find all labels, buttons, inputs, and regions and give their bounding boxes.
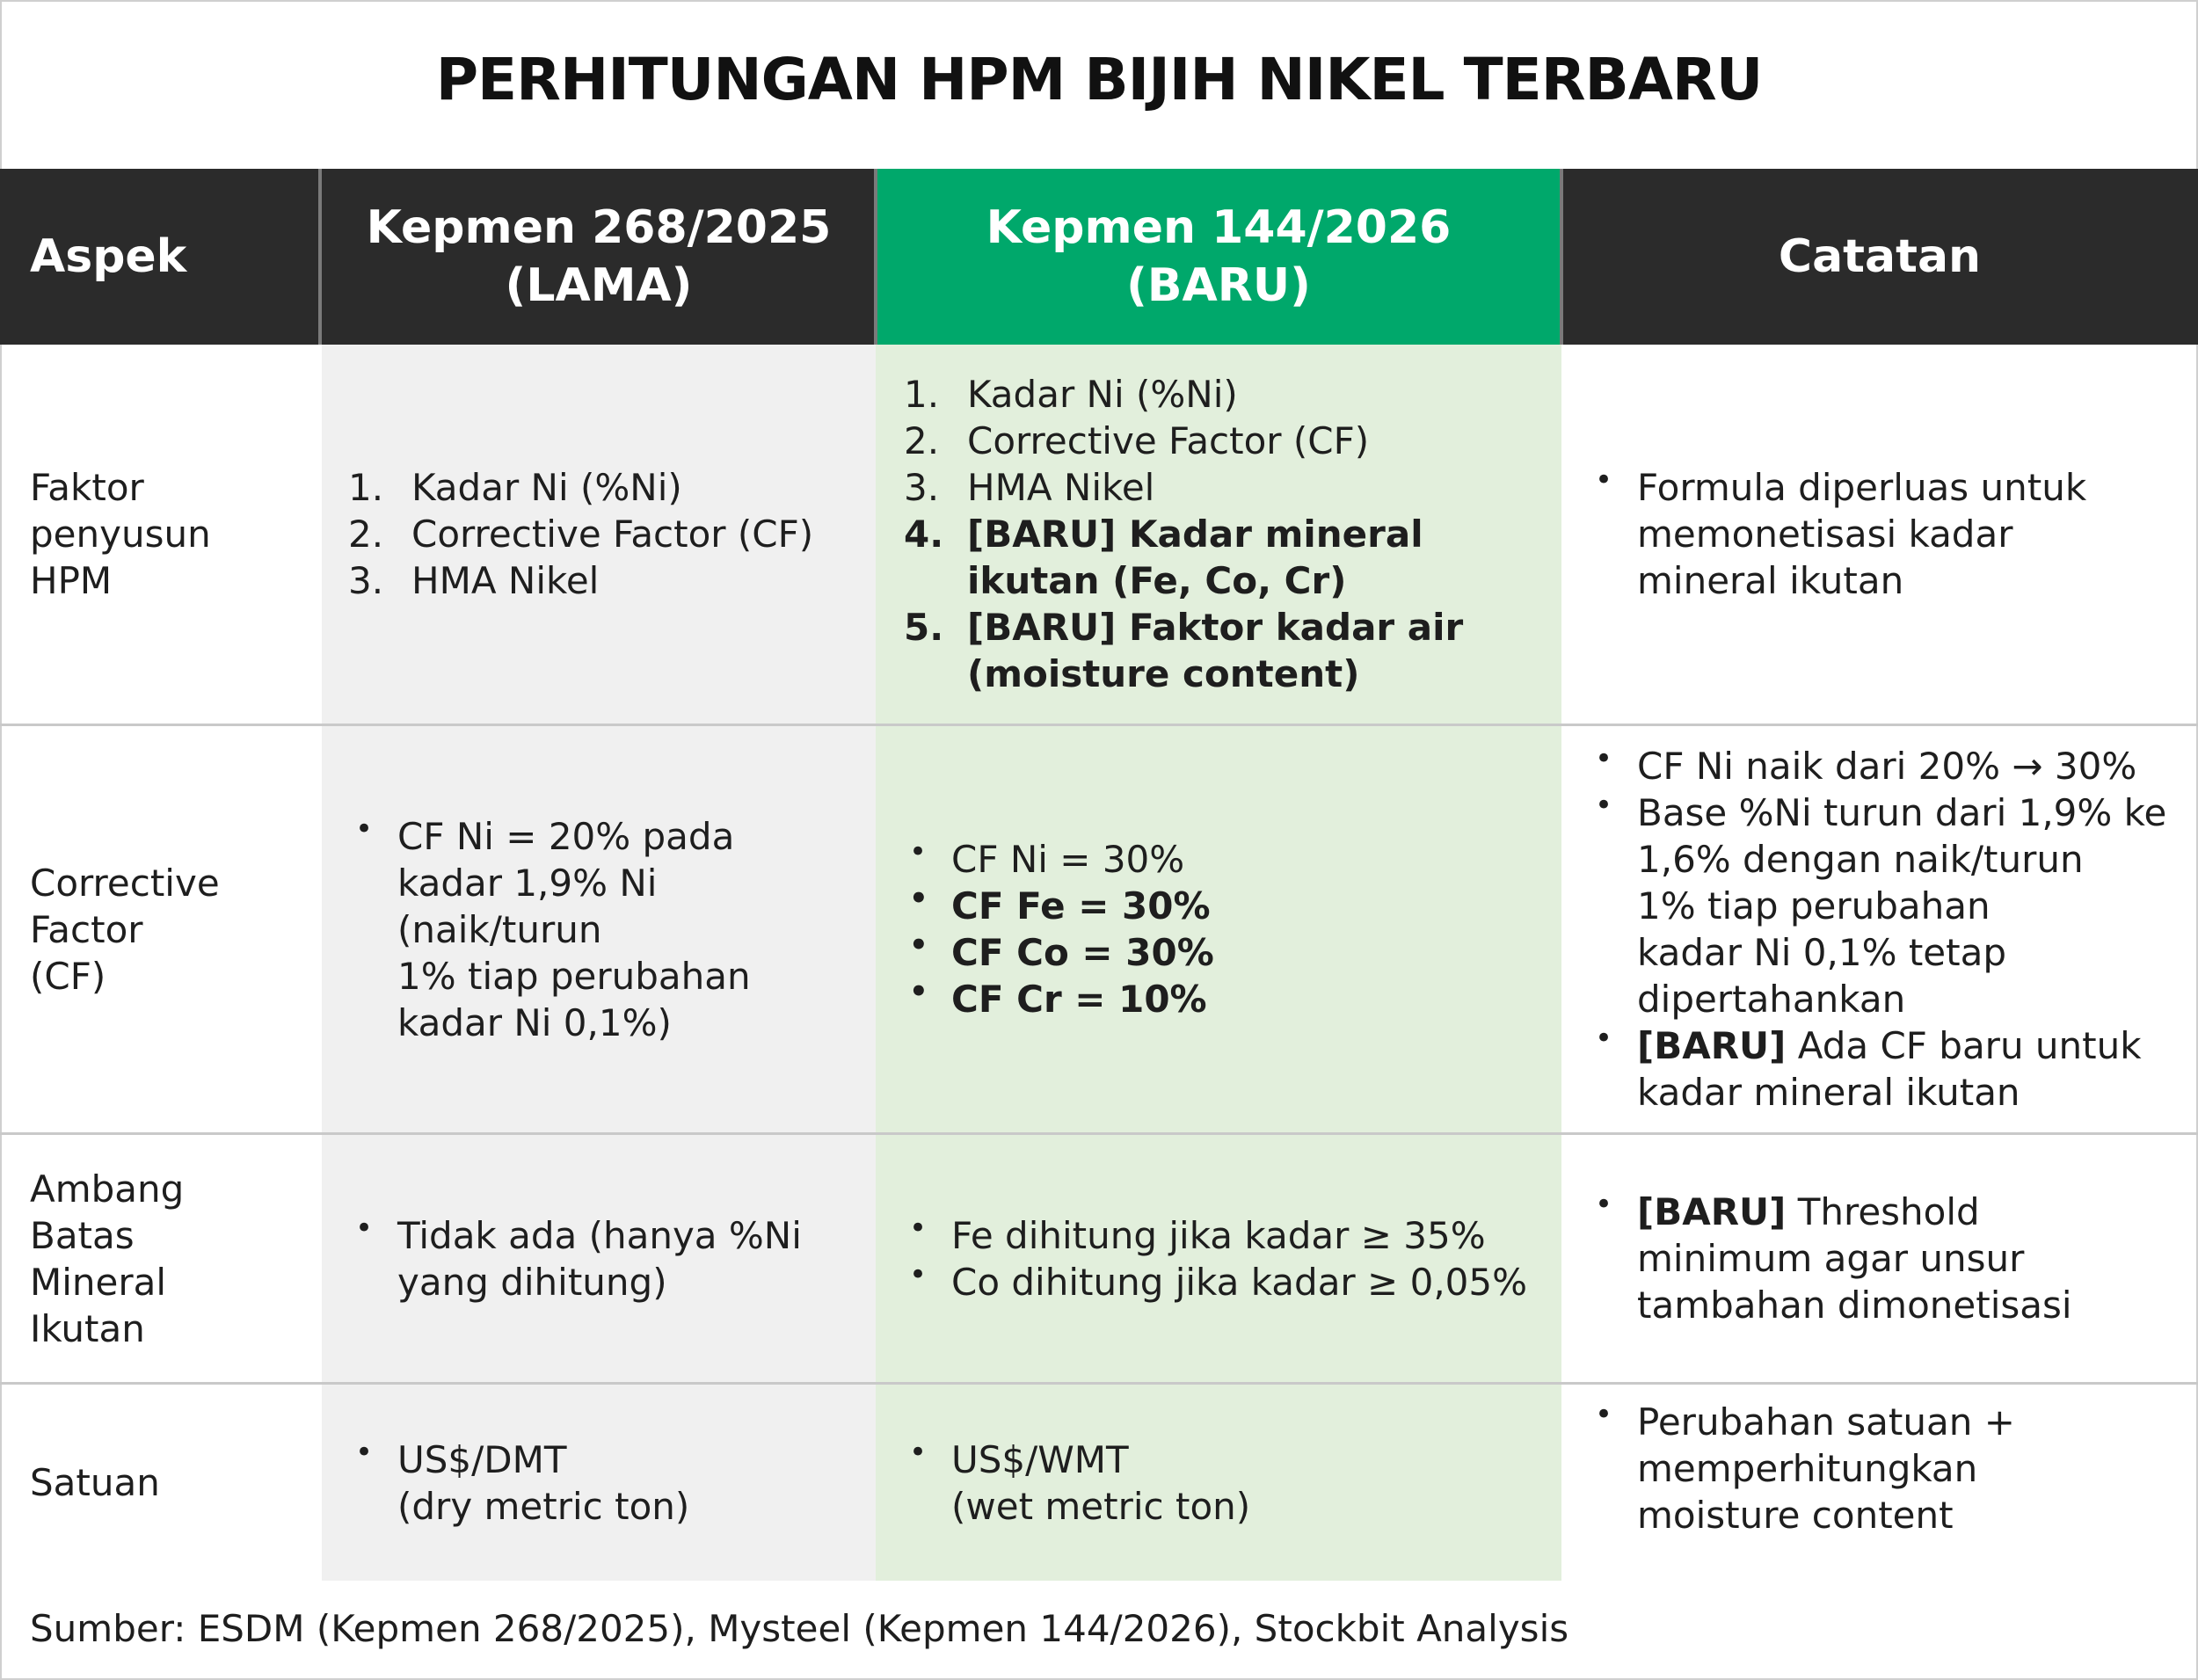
- row-faktor-catatan: [1561, 345, 2198, 724]
- row-cf-catatan: [1561, 726, 2198, 1132]
- list-item: • Co dihitung jika kadar ≥ 0,05%: [909, 1256, 1528, 1304]
- row-satuan-baru: [876, 1385, 1561, 1581]
- list-item: • Fe dihitung jika kadar ≥ 35%: [909, 1210, 1486, 1257]
- list-item: 2. Corrective Factor (CF): [904, 419, 1370, 462]
- list-item-new: • CF Cr = 10%: [909, 974, 1207, 1021]
- aspect-label: Satuan: [30, 1461, 160, 1504]
- ordered-list: [904, 371, 1526, 697]
- row-cf-aspek: [0, 726, 322, 1132]
- aspect-label: Ambang Batas Mineral Ikutan: [30, 1167, 185, 1350]
- row-cf-lama: [322, 726, 876, 1132]
- list-item: • Formula diperluas untuk memonetisasi kadar mineral ikutan: [1595, 462, 2087, 602]
- row-faktor-aspek: [0, 345, 322, 724]
- list-item: • CF Ni = 30%: [909, 834, 1185, 881]
- bullet-list: [348, 813, 876, 1046]
- new-tag: [BARU]: [1637, 1190, 1787, 1233]
- header-aspek-label: Aspek: [30, 230, 187, 283]
- aspect-label: Corrective Factor (CF): [30, 861, 220, 998]
- list-item: 1. Kadar Ni (%Ni): [904, 373, 1238, 416]
- row-ambang-aspek: [0, 1135, 322, 1382]
- row-ambang-lama: [322, 1135, 876, 1382]
- row-cf-baru: [876, 726, 1561, 1132]
- header-lama-label: Kepmen 268/2025 (LAMA): [366, 201, 832, 312]
- row-faktor-lama: [322, 345, 876, 724]
- header-divider: [318, 169, 322, 345]
- header-lama: [322, 169, 876, 345]
- list-item: • [BARU] Threshold minimum agar unsur tambahan dimonetisasi: [1595, 1187, 2072, 1327]
- list-item-new: 4. [BARU] Kadar mineral ikutan (Fe, Co, Cr): [904, 513, 1423, 602]
- header-catatan-label: Catatan: [1778, 230, 1982, 283]
- row-satuan-lama: [322, 1385, 876, 1581]
- new-tag: [BARU]: [1637, 1024, 1787, 1067]
- source-note: Sumber: ESDM (Kepmen 268/2025), Mysteel (Kepmen 144/2026), Stockbit Analysis: [30, 1607, 1569, 1650]
- list-item: • Perubahan satuan + memperhitungkan moisture content: [1595, 1396, 2015, 1537]
- header-catatan: [1561, 169, 2198, 345]
- bullet-list: [348, 1212, 876, 1305]
- list-item-new: 5. [BARU] Faktor kadar air (moisture content): [904, 606, 1464, 695]
- bullet-list: [1588, 464, 2198, 604]
- bullet-list: [1588, 1189, 2198, 1328]
- list-item: • [BARU] Ada CF baru untuk kadar mineral ikutan: [1595, 1021, 2142, 1114]
- list-item-new: • CF Fe = 30%: [909, 881, 1211, 927]
- list-item: 3. HMA Nikel: [904, 466, 1155, 509]
- header-aspek: [0, 169, 322, 345]
- row-faktor-baru: [876, 345, 1561, 724]
- ordered-list: [348, 464, 876, 604]
- bullet-list: [902, 1212, 1561, 1305]
- bullet-list: [1588, 743, 2198, 1116]
- row-ambang-catatan: [1561, 1135, 2198, 1382]
- header-divider: [874, 169, 877, 345]
- list-item: • US$/DMT (dry metric ton): [355, 1434, 690, 1528]
- list-item-new: • CF Co = 30%: [909, 927, 1214, 974]
- row-satuan-aspek: [0, 1385, 322, 1581]
- header-baru: [876, 169, 1561, 345]
- row-ambang-baru: [876, 1135, 1561, 1382]
- comparison-table: [0, 169, 2198, 1582]
- row-satuan-catatan: [1561, 1385, 2198, 1552]
- list-item: 3. HMA Nikel: [348, 559, 600, 602]
- bullet-list: [902, 836, 1561, 1022]
- list-item: • Tidak ada (hanya %Ni yang dihitung): [355, 1210, 802, 1304]
- list-item: • CF Ni naik dari 20% → 30%: [1595, 741, 2137, 788]
- header-divider: [1560, 169, 1563, 345]
- bullet-list: [1588, 1396, 2198, 1538]
- list-item: 2. Corrective Factor (CF): [348, 513, 814, 556]
- list-item: 1. Kadar Ni (%Ni): [348, 466, 682, 509]
- list-item: • US$/WMT (wet metric ton): [909, 1434, 1251, 1528]
- list-item: • Base %Ni turun dari 1,9% ke 1,6% dengan naik/turun 1% tiap perubahan kadar Ni 0,1% tetap dipertahankan: [1595, 788, 2167, 1021]
- header-baru-label: Kepmen 144/2026 (BARU): [986, 201, 1452, 312]
- list-item: • CF Ni = 20% pada kadar 1,9% Ni (naik/turun 1% tiap perubahan kadar Ni 0,1%): [355, 811, 751, 1044]
- aspect-label: Faktor penyusun HPM: [30, 466, 211, 602]
- bullet-list: [902, 1436, 1561, 1530]
- page-title: PERHITUNGAN HPM BIJIH NIKEL TERBARU: [435, 46, 1763, 113]
- bullet-list: [348, 1436, 876, 1530]
